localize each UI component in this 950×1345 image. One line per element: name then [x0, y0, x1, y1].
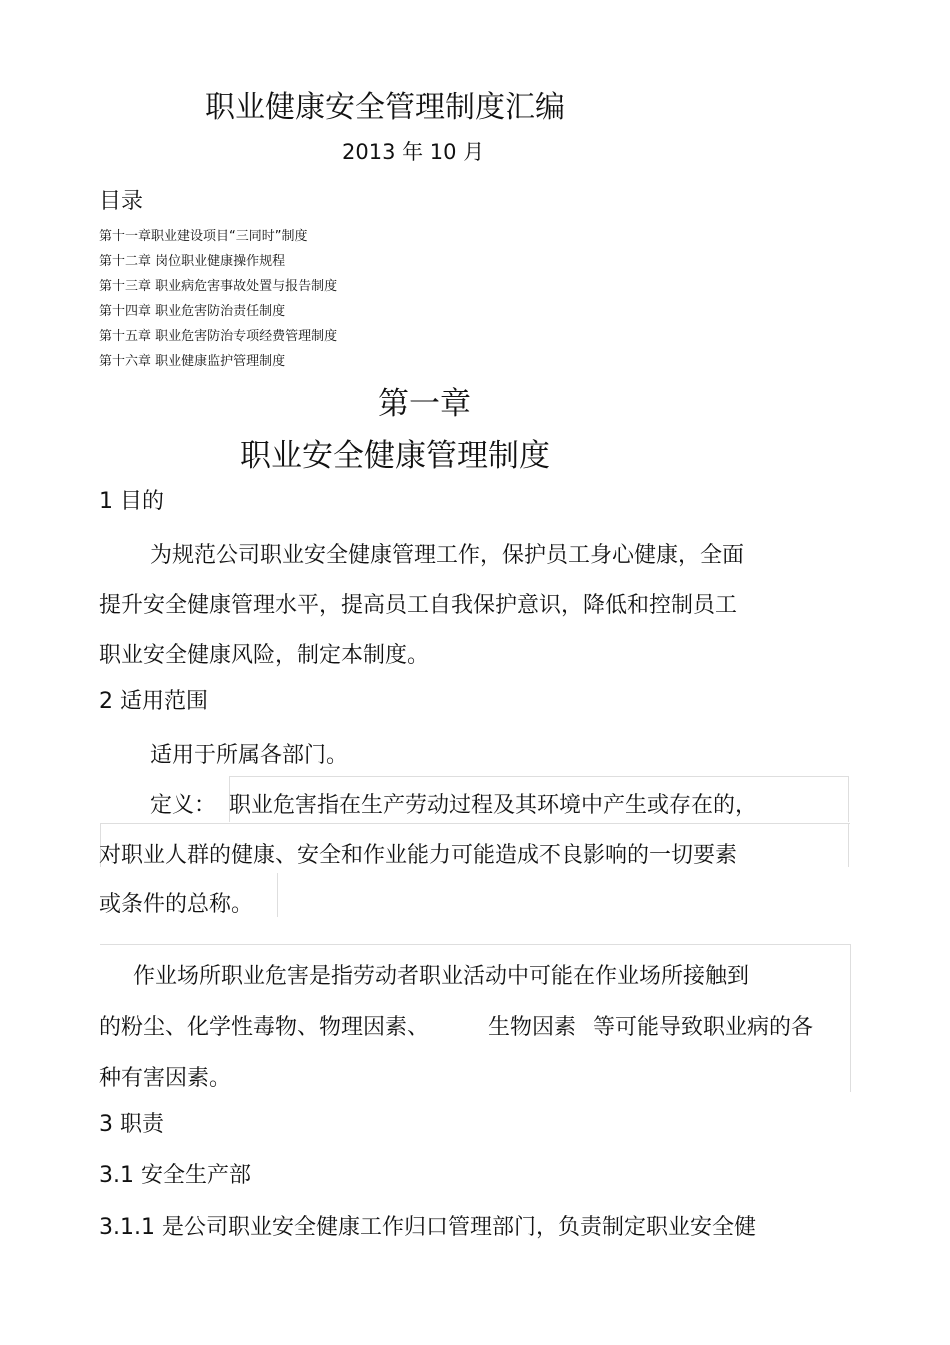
frame-line: [100, 944, 851, 945]
document-title: 职业健康安全管理制度汇编: [205, 90, 565, 125]
section-3-heading: 3 职责: [99, 1112, 164, 1137]
section-1-heading: 1 目的: [99, 489, 164, 514]
chapter-number: 第一章: [378, 386, 471, 422]
purpose-paragraph-line: 提升安全健康管理水平，提高员工自我保护意识，降低和控制员工: [99, 593, 738, 618]
chapter-title: 职业安全健康管理制度: [240, 438, 550, 474]
purpose-paragraph-line: 为规范公司职业安全健康管理工作，保护员工身心健康，全面: [150, 543, 745, 568]
scope-text: 适用于所属各部门。: [150, 743, 349, 768]
document-date: 2013 年 10 月: [342, 140, 485, 164]
purpose-paragraph-line: 职业安全健康风险，制定本制度。: [99, 643, 430, 668]
section-3-1-1-text: 3.1.1 是公司职业安全健康工作归口管理部门，负责制定职业安全健: [99, 1215, 756, 1240]
frame-line: [229, 776, 849, 777]
toc-item[interactable]: 第十三章 职业病危害事故处置与报告制度: [99, 279, 338, 294]
section-2-heading: 2 适用范围: [99, 689, 208, 714]
workplace-hazard-phrase: 生物因素: [488, 1015, 577, 1040]
table-of-contents: [99, 224, 337, 374]
toc-item[interactable]: 第十六章 职业健康监护管理制度: [99, 354, 286, 369]
section-3-1-heading: 3.1 安全生产部: [99, 1163, 251, 1188]
frame-line: [277, 873, 278, 917]
definition-line: 职业危害指在生产劳动过程及其环境中产生或存在的，: [229, 793, 758, 818]
toc-heading: 目录: [99, 189, 144, 214]
toc-item[interactable]: 第十二章 岗位职业健康操作规程: [99, 254, 286, 269]
frame-line: [850, 944, 851, 1092]
definition-label: 定义：: [150, 793, 217, 818]
definition-line: 或条件的总称。: [99, 892, 254, 917]
frame-line: [848, 823, 849, 867]
workplace-hazard-line: 的粉尘、化学性毒物、物理因素、: [99, 1015, 430, 1040]
workplace-hazard-line: 作业场所职业危害是指劳动者职业活动中可能在作业场所接触到: [133, 964, 750, 989]
definition-line: 对职业人群的健康、安全和作业能力可能造成不良影响的一切要素: [99, 843, 738, 868]
workplace-hazard-phrase: 等可能导致职业病的各: [593, 1015, 814, 1040]
workplace-hazard-line: 种有害因素。: [99, 1066, 232, 1091]
toc-item[interactable]: 第十四章 职业危害防治责任制度: [99, 304, 286, 319]
toc-item[interactable]: 第十一章职业建设项目“三同时”制度: [99, 229, 308, 244]
frame-line: [848, 776, 849, 822]
toc-item[interactable]: 第十五章 职业危害防治专项经费管理制度: [99, 329, 338, 344]
frame-line: [100, 823, 850, 824]
